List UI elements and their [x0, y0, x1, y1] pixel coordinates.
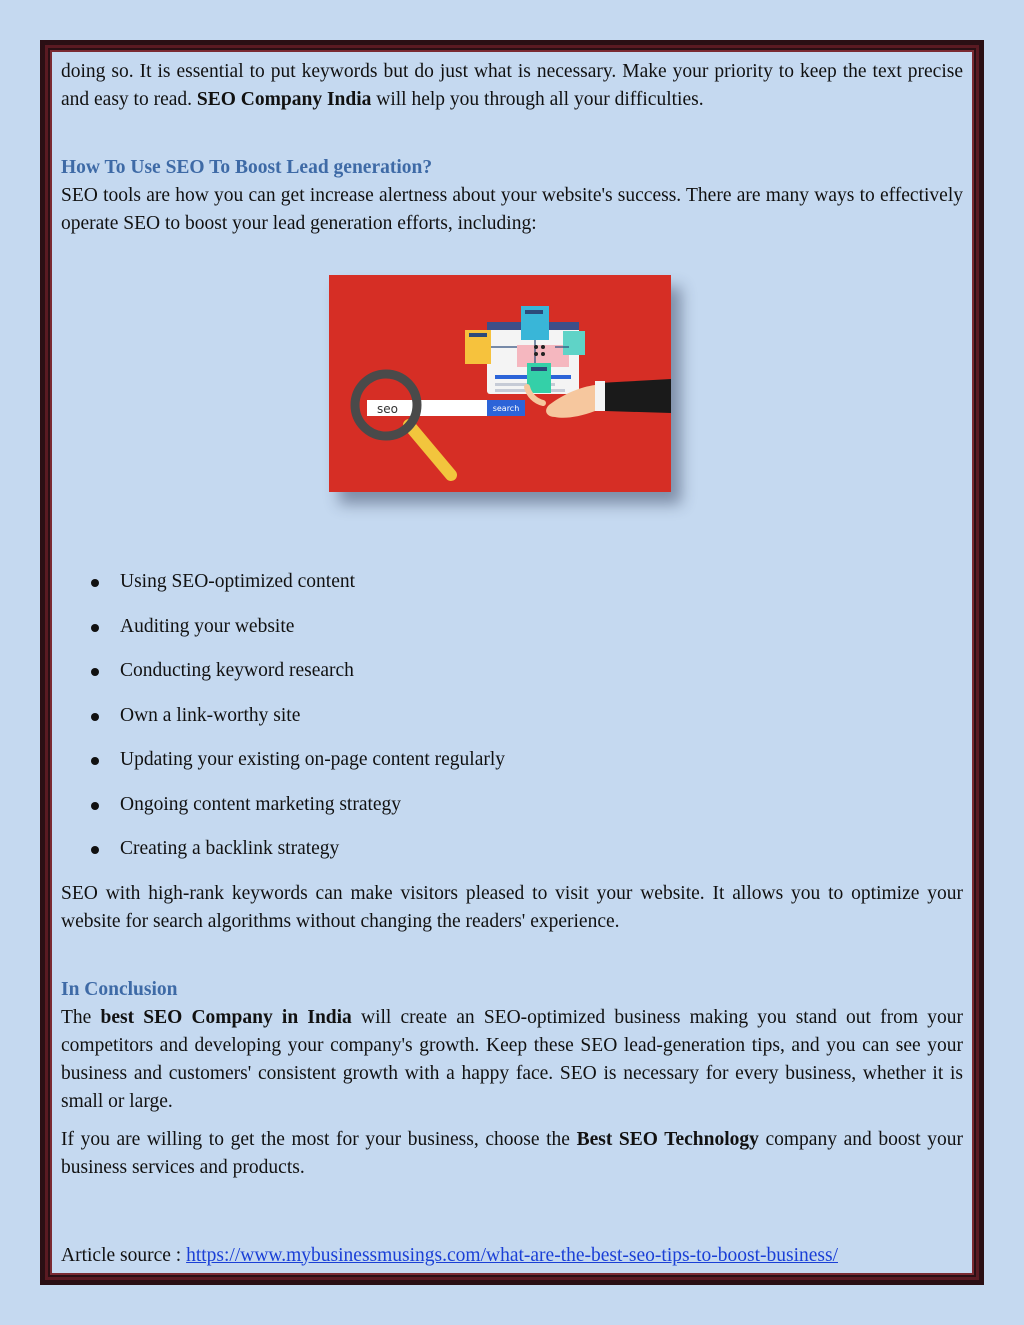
intro-bold-phrase: SEO Company India	[196, 89, 372, 110]
conclusion-paragraph-2	[61, 1126, 963, 1182]
bullet-icon	[91, 757, 99, 765]
lead-generation-list	[61, 568, 963, 880]
bullet-icon	[91, 579, 99, 587]
section-heading-conclusion: In Conclusion	[61, 978, 178, 1000]
list-item	[61, 791, 963, 836]
list-item-text: Conducting keyword research	[120, 660, 354, 681]
bullet-icon	[91, 846, 99, 854]
search-bar-icon	[367, 400, 525, 416]
section-heading-lead-generation: How To Use SEO To Boost Lead generation?	[61, 157, 433, 178]
seo-illustration	[329, 275, 671, 492]
list-item	[61, 568, 963, 613]
list-item-text: Using SEO-optimized content	[120, 571, 356, 592]
list-item-text: Ongoing content marketing strategy	[120, 793, 402, 815]
bullet-icon	[91, 668, 99, 676]
conclusion2-text-start: If you are willing to get the most for your business, choose the	[61, 1128, 577, 1150]
list-item	[61, 835, 963, 880]
article-source-link[interactable]: https://www.mybusinessmusings.com/what-are-the-best-seo-tips-to-boost-business/	[186, 1244, 838, 1266]
search-button-label: search	[492, 404, 520, 413]
conclusion2-bold-phrase: Best SEO Technology	[576, 1128, 759, 1150]
list-item	[61, 657, 963, 702]
magnifier-handle	[409, 425, 451, 475]
article-source-label: Article source :	[61, 1244, 187, 1266]
document-body	[61, 58, 963, 1270]
article-source	[61, 1242, 963, 1270]
list-item	[61, 702, 963, 747]
list-item-text: Own a link-worthy site	[120, 704, 301, 726]
intro-text-end: will help you through all your difficulties.	[371, 89, 704, 110]
conclusion-text-end: will create an SEO-optimized business making you stand out from your competitors and developing your company's growth. Keep these SEO lead-generation tips, and you can see your business and customers' consistent growth with a happy face. SEO is necessary for every business, whether it is small or large.	[61, 1006, 963, 1112]
list-item	[61, 746, 963, 791]
bullet-icon	[91, 713, 99, 721]
conclusion-bold-phrase: best SEO Company in India	[100, 1006, 352, 1028]
bullet-icon	[91, 802, 99, 810]
section-lead-generation-body: SEO tools are how you can get increase alertness about your website's success. There are many ways to effectively operate SEO to boost your lead generation efforts, including:	[61, 185, 963, 234]
intro-text-start: doing so. It is essential to put keywords but do just what is necessary. Make your priority to keep the text precise and easy to read.	[61, 61, 963, 110]
intro-paragraph	[61, 58, 963, 114]
seo-illustration-svg	[329, 275, 671, 492]
conclusion-paragraph-1	[61, 1004, 963, 1116]
conclusion2-text-end: company and boost your business services and products.	[61, 1128, 963, 1178]
conclusion-text-start: The	[61, 1006, 101, 1028]
figure-container	[61, 238, 963, 568]
list-item-text: Creating a backlink strategy	[120, 838, 340, 859]
list-item	[61, 613, 963, 658]
list-item-text: Updating your existing on-page content regularly	[120, 749, 506, 770]
list-item-text: Auditing your website	[120, 615, 295, 637]
after-list-paragraph: SEO with high-rank keywords can make visitors pleased to visit your website. It allows you to optimize your website for search algorithms without changing the readers' experience.	[61, 882, 963, 932]
bullet-icon	[91, 624, 99, 632]
search-query-text: seo	[377, 402, 398, 416]
